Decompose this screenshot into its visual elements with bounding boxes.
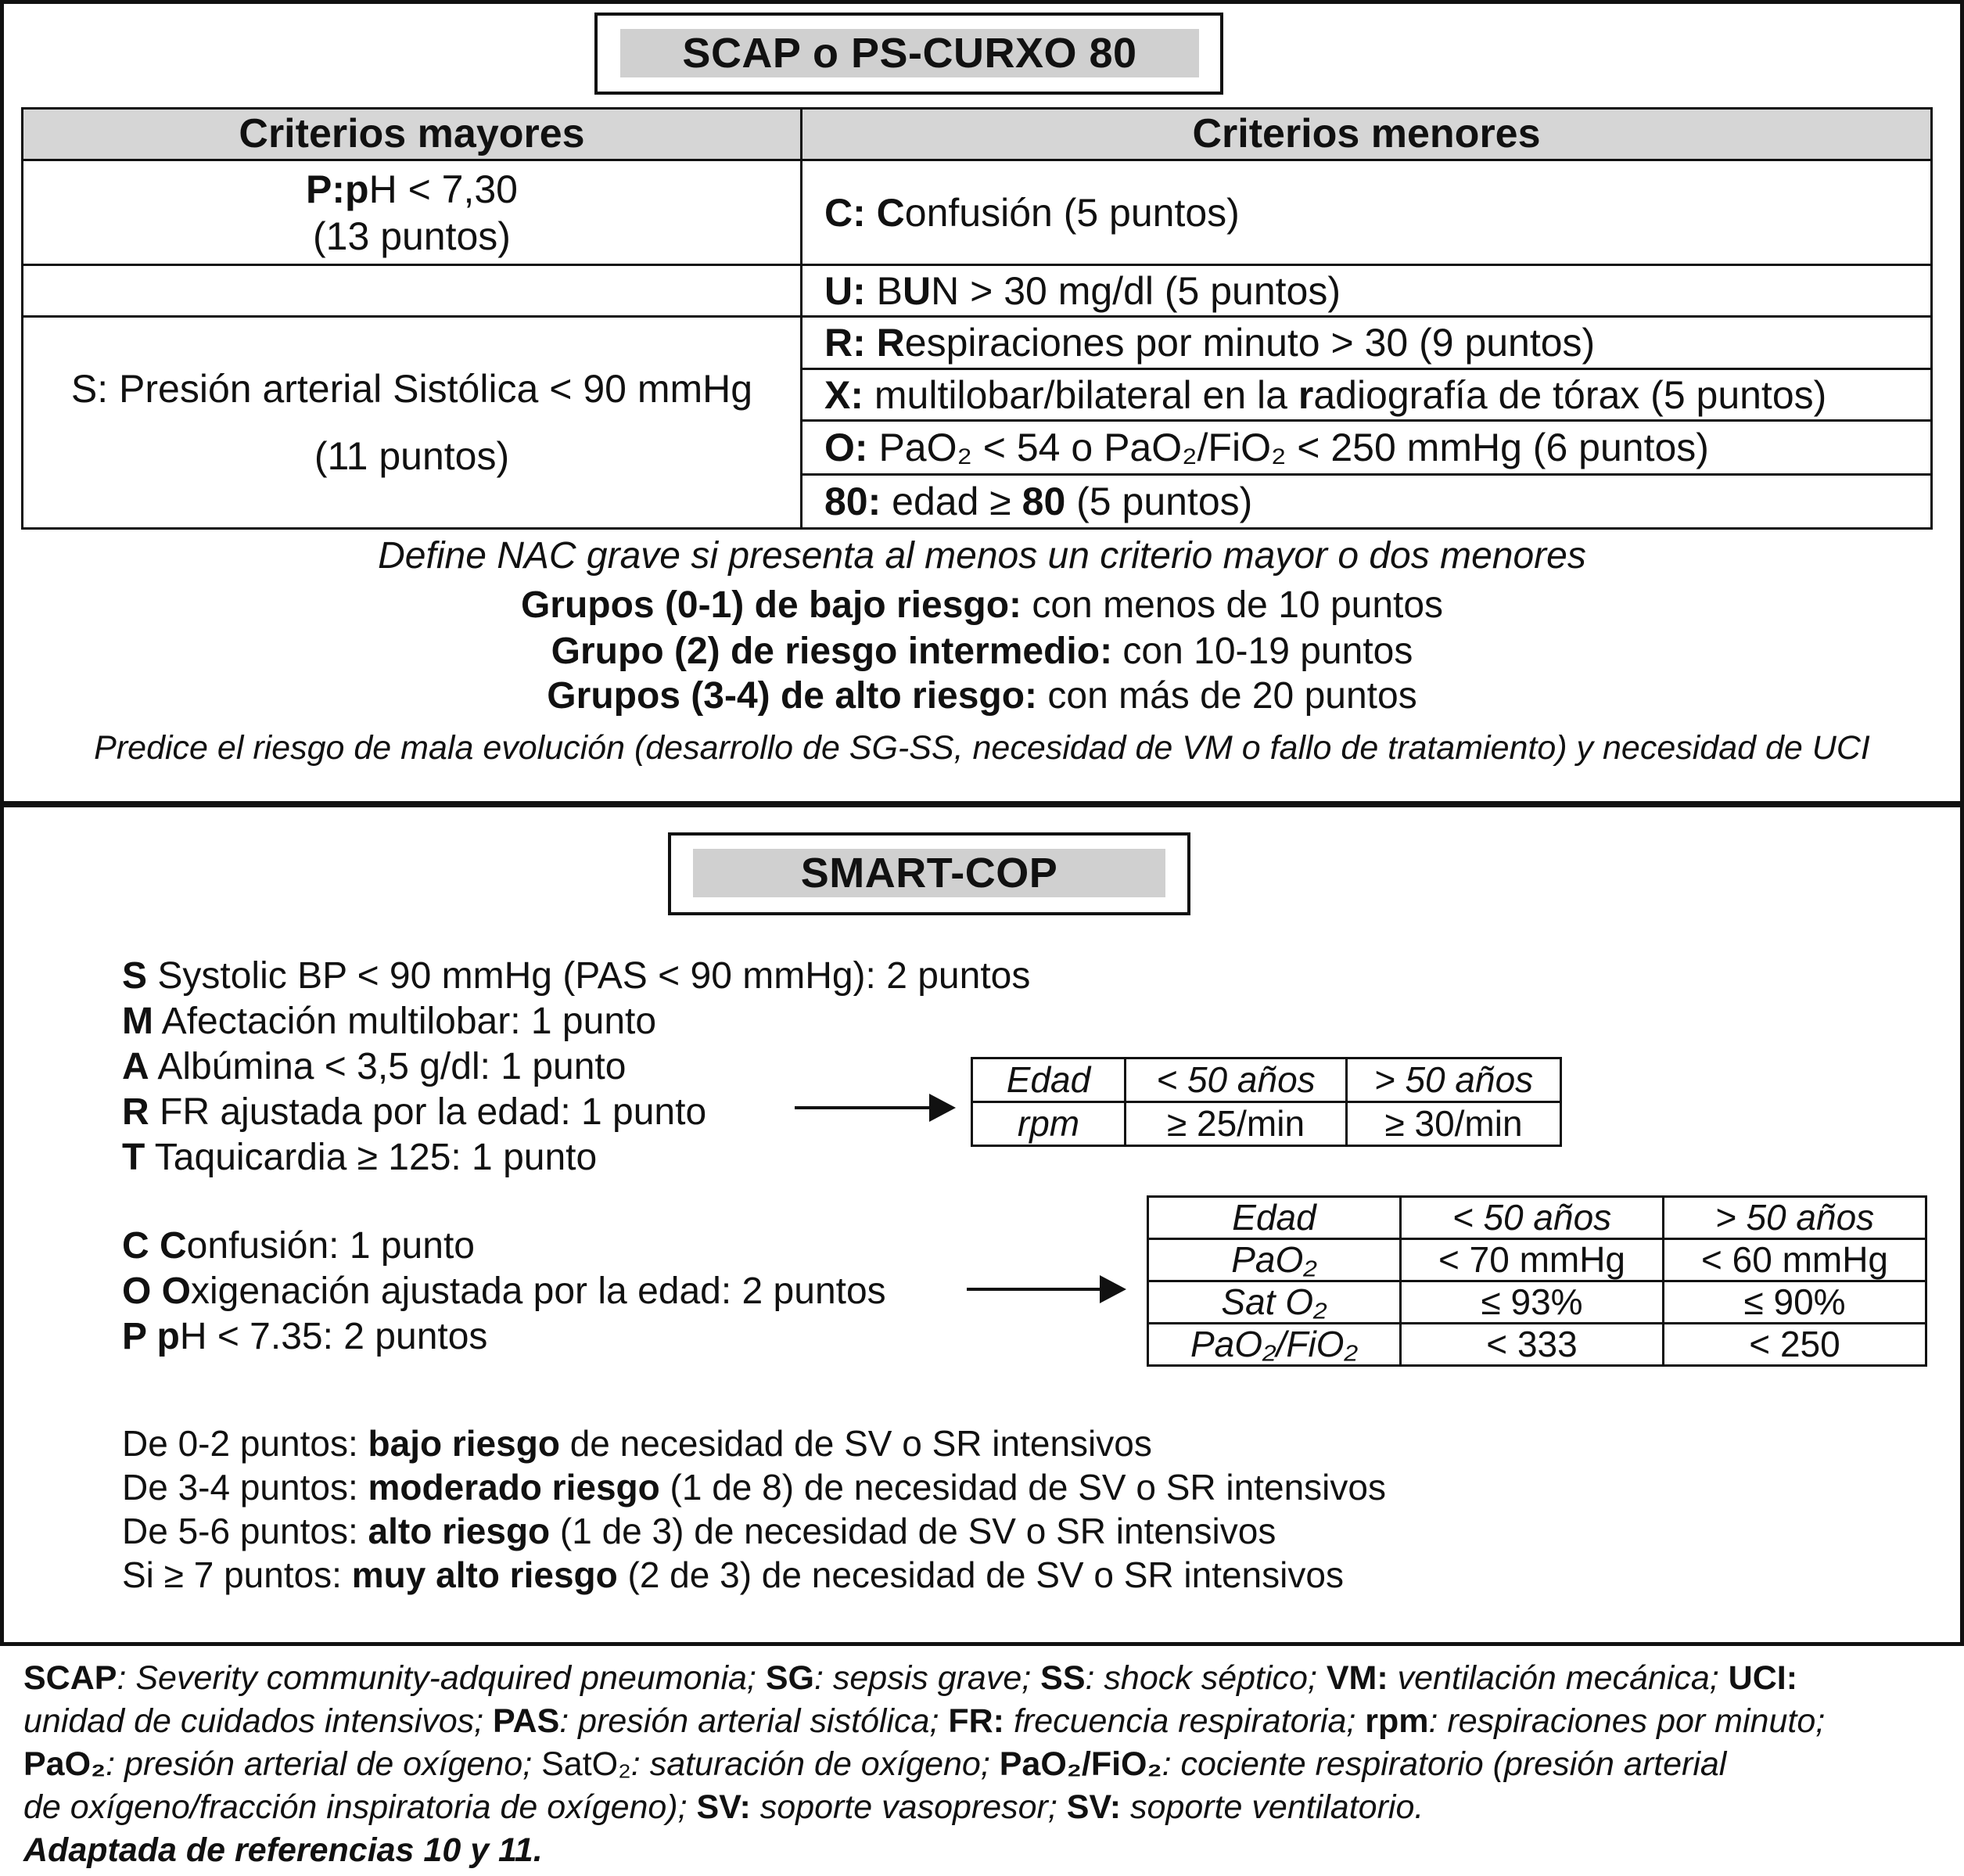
legend-line: unidad de cuidados intensivos; PAS: presión arterial sistólica; FR: frecuencia respiratoria; rpm: respiraciones por minuto; [23,1702,1826,1740]
oxygen-table-cell: Sat O₂ [1148,1281,1401,1324]
scap-predice-text: Predice el riesgo de mala evolución (desarrollo de SG-SS, necesidad de VM o fallo de tratamiento) y necesidad de UCI [94,729,1870,767]
minor-criterion-r: R: Respiraciones por minuto > 30 (9 puntos) [802,317,1932,369]
smartcop-item-c: C Confusión: 1 punto [122,1225,475,1267]
major-empty-cell [23,265,802,317]
oxygen-table-cell: < 70 mmHg [1401,1239,1664,1281]
abbreviations-legend [23,1657,1932,1872]
smartcop-risk-line: Si ≥ 7 puntos: muy alto riesgo (2 de 3) de necesidad de SV o SR intensivos [122,1554,1344,1595]
major-criterion-s: S: Presión arterial Sistólica < 90 mmHg (11 puntos) [23,317,802,529]
fr-age-table [971,1057,1562,1147]
minor-criterion-x: X: multilobar/bilateral en la radiografía de tórax (5 puntos) [802,369,1932,421]
smartcop-title: SMART-COP [693,849,1165,897]
fr-table-cell: ≥ 25/min [1126,1102,1347,1146]
oxygen-table-cell: ≤ 93% [1401,1281,1664,1324]
oxygen-table-cell: Edad [1148,1197,1401,1239]
fr-table-cell: < 50 años [1126,1058,1347,1102]
minor-criterion-80: 80: edad ≥ 80 (5 puntos) [802,475,1932,529]
scap-group-intermediate: Grupo (2) de riesgo intermedio: con 10-19 puntos [551,631,1413,672]
oxygen-table-cell: < 50 años [1401,1197,1664,1239]
minor-criterion-u: U: BUN > 30 mg/dl (5 puntos) [802,265,1932,317]
fr-table-cell: ≥ 30/min [1347,1102,1561,1146]
fr-table-cell: rpm [972,1102,1126,1146]
scap-title: SCAP o PS-CURXO 80 [620,29,1199,77]
arrow-to-fr-table [795,1106,953,1109]
scap-define-text: Define NAC grave si presenta al menos un criterio mayor o dos menores [378,535,1586,577]
smartcop-risk-line: De 5-6 puntos: alto riesgo (1 de 3) de necesidad de SV o SR intensivos [122,1511,1276,1551]
scap-group-high: Grupos (3-4) de alto riesgo: con más de 20 puntos [547,675,1417,717]
smartcop-item-a: A Albúmina < 3,5 g/dl: 1 punto [122,1046,627,1087]
smartcop-item-r: R FR ajustada por la edad: 1 punto [122,1091,707,1133]
legend-line: PaO₂: presión arterial de oxígeno; SatO₂: saturación de oxígeno; PaO₂/FiO₂: cociente respiratorio (presión arterial [23,1745,1727,1783]
smartcop-item-s: S Systolic BP < 90 mmHg (PAS < 90 mmHg): 2 puntos [122,955,1031,997]
minor-criterion-c: C: Confusión (5 puntos) [802,160,1932,265]
fr-table-cell: > 50 años [1347,1058,1561,1102]
smartcop-risk-line: De 0-2 puntos: bajo riesgo de necesidad de SV o SR intensivos [122,1423,1152,1464]
smartcop-item-p: P pH < 7.35: 2 puntos [122,1316,488,1357]
oxygen-age-table [1147,1195,1927,1367]
scap-group-low: Grupos (0-1) de bajo riesgo: con menos de 10 puntos [520,584,1444,626]
oxygen-table-cell: PaO₂ [1148,1239,1401,1281]
minor-criterion-o: O: PaO₂ < 54 o PaO₂/FiO₂ < 250 mmHg (6 puntos) [802,421,1932,475]
scap-criteria-table [21,107,1933,530]
oxygen-table-cell: < 333 [1401,1324,1664,1366]
oxygen-table-cell: < 60 mmHg [1664,1239,1926,1281]
major-criteria-header: Criterios mayores [23,109,802,160]
minor-criteria-header: Criterios menores [802,109,1932,160]
oxygen-table-cell: < 250 [1664,1324,1926,1366]
smartcop-item-t: T Taquicardia ≥ 125: 1 punto [122,1137,598,1178]
arrow-to-oxygen-table [967,1288,1123,1291]
oxygen-table-cell: PaO₂/FiO₂ [1148,1324,1401,1366]
smartcop-risk-line: De 3-4 puntos: moderado riesgo (1 de 8) de necesidad de SV o SR intensivos [122,1467,1386,1508]
legend-line: SCAP: Severity community-adquired pneumonia; SG: sepsis grave; SS: shock séptico; VM: ventilación mecánica; UCI: [23,1659,1798,1697]
legend-line: de oxígeno/fracción inspiratoria de oxígeno); SV: soporte vasopresor; SV: soporte ventilatorio. [23,1788,1424,1826]
oxygen-table-cell: ≤ 90% [1664,1281,1926,1324]
fr-table-cell: Edad [972,1058,1126,1102]
smartcop-item-m: M Afectación multilobar: 1 punto [122,1001,657,1042]
smartcop-item-o: O Oxigenación ajustada por la edad: 2 puntos [122,1270,886,1312]
legend-adapted: Adaptada de referencias 10 y 11. [23,1831,543,1869]
oxygen-table-cell: > 50 años [1664,1197,1926,1239]
major-criterion-p: P:pH < 7,30 (13 puntos) [23,160,802,265]
